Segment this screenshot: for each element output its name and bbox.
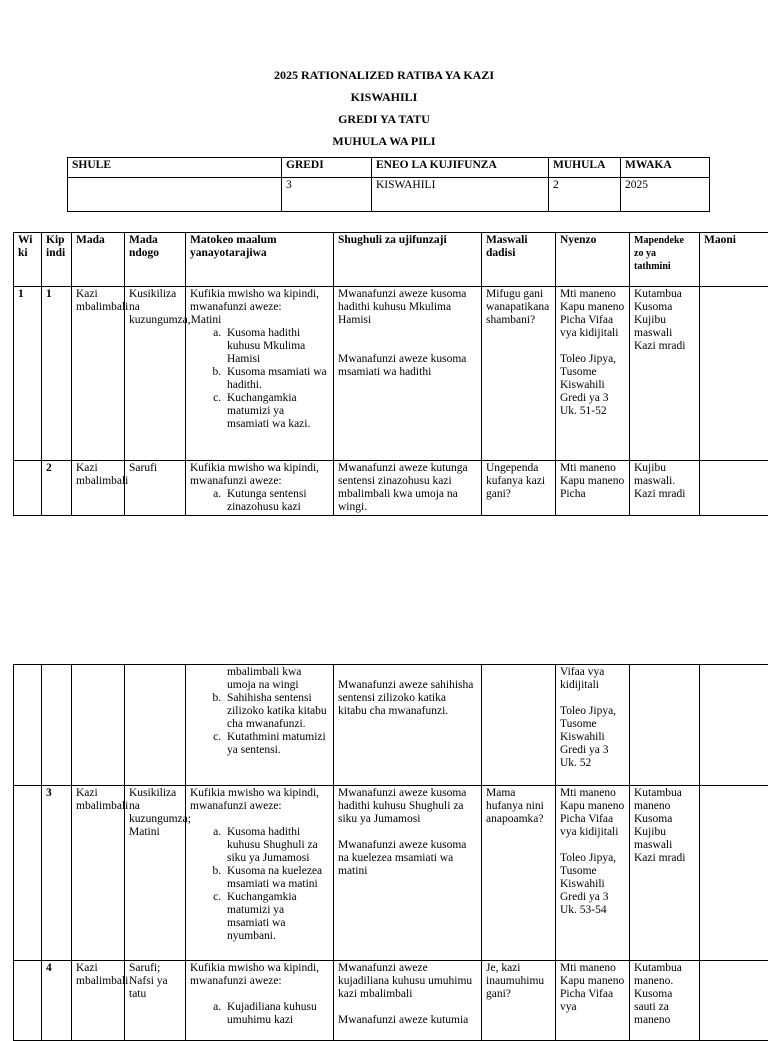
outcome-list: [190, 488, 329, 514]
tathmini-cell: [630, 665, 700, 786]
list-item: c. Kutathmini matumizi ya sentensi.: [224, 731, 329, 757]
maswali-cell: Ungependa kufanya kazi gani?: [482, 461, 556, 516]
kipindi-cell: 2: [42, 461, 72, 516]
shughuli-cell: [334, 786, 482, 961]
shughuli-text: Mwanafunzi aweze kusoma hadithi kuhusu Shughuli za siku ya Jumamosi: [338, 787, 477, 826]
info-header-gredi: GREDI: [282, 158, 372, 178]
table-row: [14, 786, 768, 961]
nyenzo-text: Vifaa vya kidijitali: [560, 666, 625, 692]
nyenzo-cell: [556, 786, 630, 961]
wiki-cell: [14, 786, 42, 961]
list-item: b. Kusoma na kuelezea msamiati wa matini: [224, 865, 329, 891]
col-header-shughuli: Shughuli za ujifunzaji: [334, 233, 482, 287]
col-header-mada-ndogo: Mada ndogo: [125, 233, 186, 287]
info-table: [67, 157, 710, 212]
wiki-cell: [14, 665, 42, 786]
shughuli-cell: Mwanafunzi aweze kutunga sentensi zinazohusu kazi mbalimbali kwa umoja na wingi.: [334, 461, 482, 516]
nyenzo-text: Toleo Jipya, Tusome Kiswahili Gredi ya 3 Uk. 52: [560, 705, 625, 770]
matokeo-cell: [186, 461, 334, 516]
matokeo-cell: [186, 786, 334, 961]
maoni-cell: [700, 961, 768, 1041]
shughuli-text: Mwanafunzi aweze kujadiliana kuhusu umuhimu kazi mbalimbali: [338, 962, 477, 1001]
list-item: a. Kutunga sentensi zinazohusu kazi: [224, 488, 329, 514]
maswali-cell: Mama hufanya nini anapoamka?: [482, 786, 556, 961]
shughuli-cell: [334, 665, 482, 786]
table-row: [14, 461, 768, 516]
matokeo-cell: [186, 287, 334, 461]
col-header-maswali: Maswali dadisi: [482, 233, 556, 287]
info-header-muhula: MUHULA: [549, 158, 621, 178]
shughuli-text: Mwanafunzi aweze kusoma hadithi kuhusu Mkulima Hamisi: [338, 288, 477, 327]
wiki-cell: [14, 961, 42, 1041]
col-header-kipindi: Kip indi: [42, 233, 72, 287]
matokeo-intro: Kufikia mwisho wa kipindi, mwanafunzi aweze:: [190, 462, 329, 488]
maoni-cell: [700, 786, 768, 961]
info-value-gredi: 3: [282, 178, 372, 212]
scheme-table-page1: [13, 232, 768, 516]
title-line-1: 2025 RATIONALIZED RATIBA YA KAZI: [0, 68, 768, 90]
mada-ndogo-cell: Sarufi; Nafsi ya tatu: [125, 961, 186, 1041]
list-item: a. Kusoma hadithi kuhusu Shughuli za siku ya Jumamosi: [224, 826, 329, 865]
nyenzo-cell: [556, 665, 630, 786]
nyenzo-cell: Mti maneno Kapu maneno Picha Vifaa vya: [556, 961, 630, 1041]
maoni-cell: [700, 287, 768, 461]
mada-cell: Kazi mbalimbali: [72, 461, 125, 516]
maoni-cell: [700, 461, 768, 516]
outcome-list: [190, 1001, 329, 1027]
mada-ndogo-cell: Kusikiliza na kuzungumza,Matini: [125, 287, 186, 461]
outcome-continuation: mbalimbali kwa umoja na wingi: [190, 666, 329, 692]
col-header-mapendekezo: Mapendeke zo ya tathmini: [630, 233, 700, 287]
maswali-cell: Mifugu gani wanapatikana shambani?: [482, 287, 556, 461]
info-value-mwaka: 2025: [621, 178, 710, 212]
shughuli-text: Mwanafunzi aweze sahihisha sentensi zilizoko katika kitabu cha mwanafunzi.: [338, 679, 477, 718]
list-item: a. Kusoma hadithi kuhusu Mkulima Hamisi: [224, 327, 329, 366]
nyenzo-text: Mti maneno Kapu maneno Picha Vifaa vya kidijitali: [560, 787, 625, 839]
wiki-cell: 1: [14, 287, 42, 461]
maswali-cell: [482, 665, 556, 786]
mada-ndogo-cell: [125, 665, 186, 786]
info-header-eneo: ENEO LA KUJIFUNZA: [372, 158, 549, 178]
outcome-list: [190, 692, 329, 757]
list-item: c. Kuchangamkia matumizi ya msamiati wa nyumbani.: [224, 891, 329, 943]
document-title-block: [0, 68, 768, 156]
matokeo-cell: [186, 961, 334, 1041]
col-header-mada: Mada: [72, 233, 125, 287]
info-value-shule: [68, 178, 282, 212]
shughuli-text: Mwanafunzi aweze kutumia: [338, 1014, 477, 1027]
info-value-muhula: 2: [549, 178, 621, 212]
scheme-table-page2: [13, 664, 768, 1041]
shughuli-text: Mwanafunzi aweze kusoma msamiati wa hadithi: [338, 353, 477, 379]
kipindi-cell: 3: [42, 786, 72, 961]
nyenzo-text: Mti maneno Kapu maneno Picha Vifaa vya kidijitali: [560, 288, 625, 340]
mada-cell: [72, 665, 125, 786]
kipindi-cell: 4: [42, 961, 72, 1041]
matokeo-cell: [186, 665, 334, 786]
mada-ndogo-cell: Kusikiliza na kuzungumza; Matini: [125, 786, 186, 961]
shughuli-cell: [334, 287, 482, 461]
outcome-list: [190, 826, 329, 943]
list-item: b. Sahihisha sentensi zilizoko katika kitabu cha mwanafunzi.: [224, 692, 329, 731]
nyenzo-text: Toleo Jipya, Tusome Kiswahili Gredi ya 3 Uk. 51-52: [560, 353, 625, 418]
kipindi-cell: 1: [42, 287, 72, 461]
list-item: a. Kujadiliana kuhusu umuhimu kazi: [224, 1001, 329, 1027]
list-item: b. Kusoma msamiati wa hadithi.: [224, 366, 329, 392]
col-header-maoni: Maoni: [700, 233, 768, 287]
mada-cell: Kazi mbalimbali: [72, 786, 125, 961]
wiki-cell: [14, 461, 42, 516]
outcome-list: [190, 327, 329, 431]
title-line-4: MUHULA WA PILI: [0, 134, 768, 156]
info-header-shule: SHULE: [68, 158, 282, 178]
tathmini-cell: Kutambua maneno. Kusoma sauti za maneno: [630, 961, 700, 1041]
mada-ndogo-cell: Sarufi: [125, 461, 186, 516]
title-line-3: GREDI YA TATU: [0, 112, 768, 134]
tathmini-cell: Kutambua Kusoma Kujibu maswali Kazi mradi: [630, 287, 700, 461]
table-row: [14, 287, 768, 461]
info-value-eneo: KISWAHILI: [372, 178, 549, 212]
nyenzo-text: Toleo Jipya, Tusome Kiswahili Gredi ya 3 Uk. 53-54: [560, 852, 625, 917]
matokeo-intro: Kufikia mwisho wa kipindi, mwanafunzi aweze:: [190, 962, 329, 988]
list-item: c. Kuchangamkia matumizi ya msamiati wa kazi.: [224, 392, 329, 431]
mada-cell: Kazi mbalimbali: [72, 961, 125, 1041]
tathmini-cell: Kujibu maswali. Kazi mradi: [630, 461, 700, 516]
shughuli-cell: [334, 961, 482, 1041]
nyenzo-cell: [556, 287, 630, 461]
kipindi-cell: [42, 665, 72, 786]
col-header-wiki: Wi ki: [14, 233, 42, 287]
mada-cell: Kazi mbalimbali: [72, 287, 125, 461]
maswali-cell: Je, kazi inaumuhimu gani?: [482, 961, 556, 1041]
info-header-mwaka: MWAKA: [621, 158, 710, 178]
matokeo-intro: Kufikia mwisho wa kipindi, mwanafunzi aweze:: [190, 787, 329, 813]
tathmini-cell: Kutambua maneno Kusoma Kujibu maswali Kazi mradi: [630, 786, 700, 961]
col-header-nyenzo: Nyenzo: [556, 233, 630, 287]
title-line-2: KISWAHILI: [0, 90, 768, 112]
shughuli-text: Mwanafunzi aweze kusoma na kuelezea msamiati wa matini: [338, 839, 477, 878]
matokeo-intro: Kufikia mwisho wa kipindi, mwanafunzi aweze:: [190, 288, 329, 314]
col-header-matokeo: Matokeo maalum yanayotarajiwa: [186, 233, 334, 287]
maoni-cell: [700, 665, 768, 786]
nyenzo-cell: Mti maneno Kapu maneno Picha: [556, 461, 630, 516]
table-row: [14, 665, 768, 786]
table-row: [14, 961, 768, 1041]
